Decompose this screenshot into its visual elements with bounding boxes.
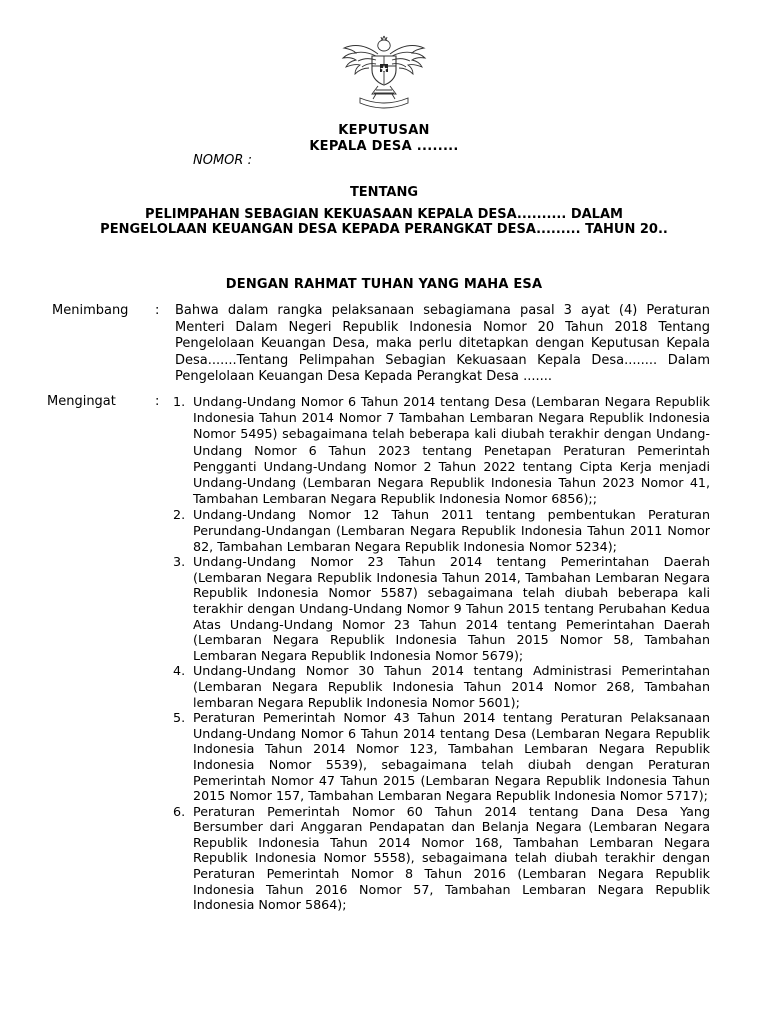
list-item-text: Undang-Undang Nomor 23 Tahun 2014 tentang Pemerintahan Daerah (Lembaran Negara Republik Indonesia Tahun 2014, Tambahan Lembaran Negara Republik Indonesia Nomor 5587) sebagaimana telah diubah beberapa kali terakhir dengan Undang-Undang Nomor 9 Tahun 2015 tentang Perubahan Kedua Atas Undang-Undang Nomor 23 Tahun 2014 tentang Pemerintahan Daerah (Lembaran Negara Republik Indonesia Tahun 2015 Nomor 58, Tambahan Lembaran Negara Republik Indonesia Nomor 5679); [193, 554, 710, 663]
list-item-number: 2. [173, 507, 186, 523]
list-item-text: Undang-Undang Nomor 12 Tahun 2011 tentang pembentukan Peraturan Perundang-Undangan (Lembaran Negara Republik Indonesia Tahun 2011 Nomor 82, Tambahan Lembaran Negara Republik Indonesia Nomor 5234); [193, 507, 710, 554]
tentang-heading: TENTANG [349, 185, 419, 200]
list-item-number: 1. [173, 394, 186, 409]
decree-number-label: NOMOR : [193, 153, 252, 168]
garuda-emblem-icon [336, 34, 432, 110]
list-item-number: 3. [173, 554, 186, 570]
rahmat-heading: DENGAN RAHMAT TUHAN YANG MAHA ESA [225, 277, 543, 292]
mengingat-colon: : [155, 394, 160, 409]
list-item-number: 5. [173, 710, 186, 726]
decree-subject: PELIMPAHAN SEBAGIAN KEKUASAAN KEPALA DESA.......... DALAM PENGELOLAAN KEUANGAN DESA KEPADA PERANGKAT DESA......... TAHUN 20.. [100, 207, 668, 237]
list-item [173, 804, 710, 913]
menimbang-colon: : [155, 303, 160, 318]
list-item-text: Peraturan Pemerintah Nomor 43 Tahun 2014 tentang Peraturan Pelaksanaan Undang-Undang Nomor 6 Tahun 2014 tentang Desa (Lembaran Negara Republik Indonesia Tahun 2014 Nomor 123, Tambahan Lembaran Negara Republik Indonesia Nomor 5539), sebagaimana telah diubah dengan Peraturan Pemerintah Nomor 47 Tahun 2015 (Lembaran Negara Republik Indonesia Tahun 2015 Nomor 157, Tambahan Lembaran Negara Republik Indonesia Nomor 5717); [193, 710, 710, 804]
list-item-text: Undang-Undang Nomor 6 Tahun 2014 tentang Desa (Lembaran Negara Republik Indonesia Tahun 2014 Nomor 7 Tambahan Lembaran Negara Republik Indonesia Nomor 5495) sebagaimana telah beberapa kali diubah terakhir dengan Undang-Undang Nomor 6 Tahun 2023 tentang Penetapan Peraturan Pemerintah Pengganti Undang-Undang Nomor 2 Tahun 2022 tentang Cipta Kerja menjadi Undang-Undang (Lembaran Negara Republik Indonesia Tahun 2023 Nomor 41, Tambahan Lembaran Negara Republik Indonesia Nomor 6856);; [193, 394, 710, 507]
mengingat-list [173, 394, 710, 913]
menimbang-label: Menimbang [52, 303, 129, 318]
list-item [173, 394, 710, 507]
list-item-number: 6. [173, 803, 186, 819]
list-item [173, 663, 710, 710]
list-item [173, 710, 710, 804]
list-item-text: Undang-Undang Nomor 30 Tahun 2014 tentang Administrasi Pemerintahan (Lembaran Negara Republik Indonesia Tahun 2014 Nomor 268, Tambahan lembaran Negara Republik Indonesia Nomor 5601); [193, 663, 710, 710]
menimbang-text: Bahwa dalam rangka pelaksanaan sebagiamana pasal 3 ayat (4) Peraturan Menteri Dalam Negeri Republik Indonesia Nomor 20 Tahun 2018 Tentang Pengelolaan Keuangan Desa, maka perlu ditetapkan dengan Keputusan Kepala Desa.......Tentang Pelimpahan Sebagian Kekuasaan Kepala Desa........ Dalam Pengelolaan Keuangan Desa Kepada Perangkat Desa ....... [175, 303, 710, 384]
issuer-title: KEPALA DESA ........ [309, 139, 459, 154]
list-item-text: Peraturan Pemerintah Nomor 60 Tahun 2014 tentang Dana Desa Yang Bersumber dari Anggaran Pendapatan dan Belanja Negara (Lembaran Negara Republik Indonesia Tahun 2014 Nomor 168, Tambahan Lembaran Negara Republik Indonesia Nomor 5558), sebagaimana telah diubah terakhir dengan Peraturan Pemerintah Nomor 8 Tahun 2016 (Lembaran Negara Republik Indonesia Tahun 2016 Nomor 57, Tambahan Lembaran Negara Republik Indonesia Nomor 5864); [193, 803, 710, 913]
list-item [173, 507, 710, 554]
decree-title: KEPUTUSAN [338, 123, 430, 138]
list-item-number: 4. [173, 663, 186, 679]
list-item [173, 554, 710, 663]
mengingat-label: Mengingat [47, 394, 116, 409]
